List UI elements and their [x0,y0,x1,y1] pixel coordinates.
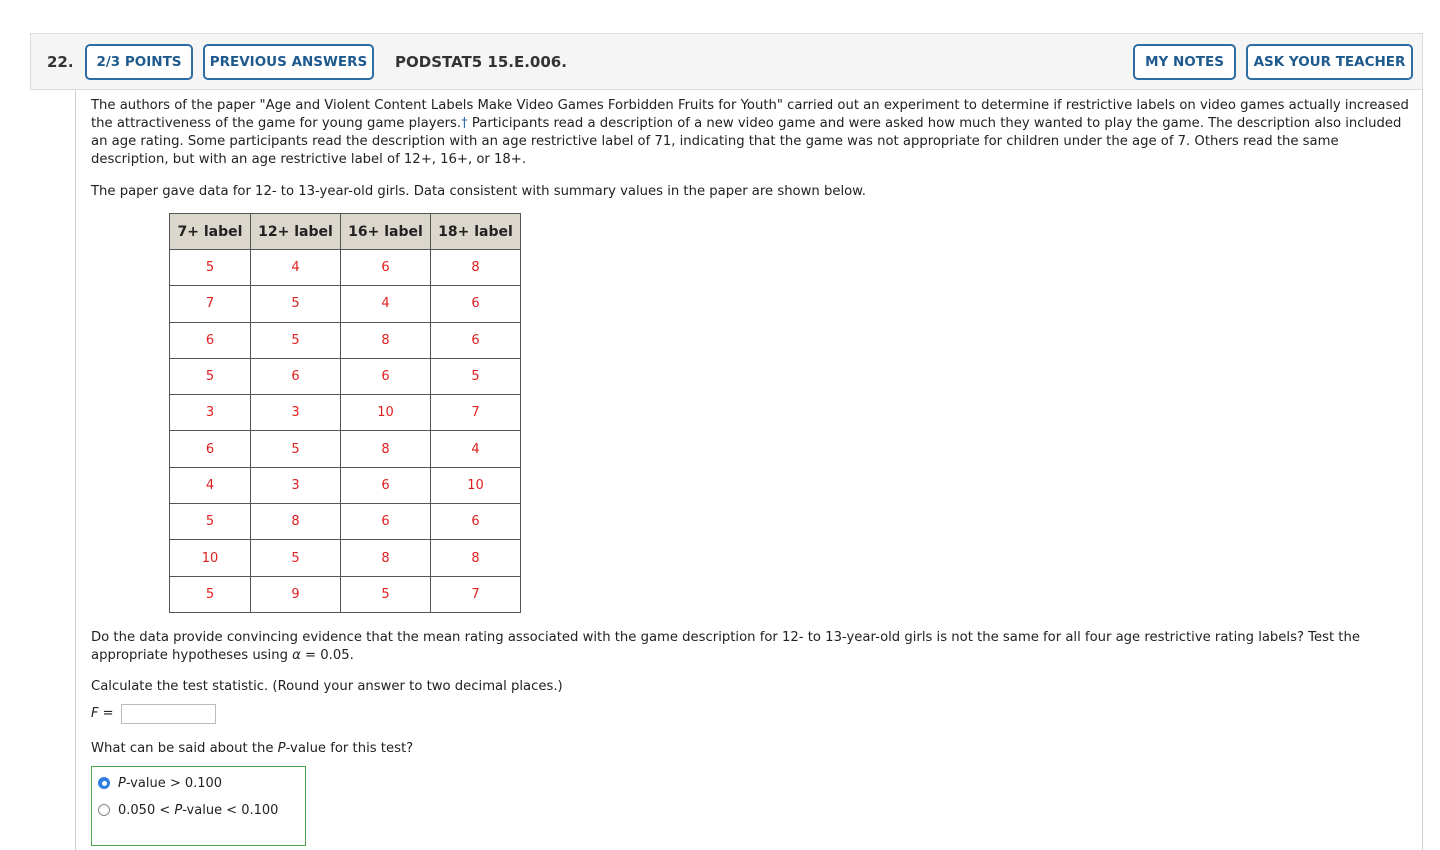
table-cell: 8 [251,504,341,540]
table-row [170,395,521,431]
radio-unselected-icon[interactable] [98,804,110,816]
table-cell: 6 [431,504,521,540]
question-number: 22. [47,53,74,71]
pvalue-options [91,766,306,846]
table-cell: 10 [170,540,251,576]
table-cell: 10 [431,467,521,503]
table-cell: 8 [341,431,431,467]
option-label: 0.050 < P-value < 0.100 [118,802,279,818]
table-cell: 5 [251,286,341,322]
data-note: The paper gave data for 12- to 13-year-old girls. Data consistent with summary values in the paper are shown below. [91,184,866,199]
column-header: 18+ label [431,214,521,250]
table-row [170,358,521,394]
table-cell: 6 [341,250,431,286]
table-cell: 8 [431,250,521,286]
intro-paragraph: The authors of the paper "Age and Violent Content Labels Make Video Games Forbidden Fruits for Youth" carried out an experiment to determine if restrictive labels on video games actually increased the attractiveness of the game for young game players.† Participants read a description of a new video game and were asked how much they wanted to play the game. The description also included an age rating. Some participants read the description with an age restrictive label of 71, indicating that the game was not appropriate for children under the age of 7. Others read the same description, but with an age restrictive label of 12+, 16+, or 18+. [91,98,1409,167]
hypothesis-question: Do the data provide convincing evidence that the mean rating associated with the game description for 12- to 13-year-old girls is not the same for all four age restrictive rating labels? Test the appropriate hypotheses using α = 0.05. [91,630,1360,663]
table-cell: 8 [431,540,521,576]
table-cell: 9 [251,576,341,612]
table-row [170,250,521,286]
table-row [170,322,521,358]
table-cell: 6 [431,286,521,322]
table-cell: 6 [251,358,341,394]
table-cell: 7 [431,576,521,612]
column-header: 12+ label [251,214,341,250]
table-cell: 10 [341,395,431,431]
table-cell: 6 [170,322,251,358]
table-cell: 5 [251,322,341,358]
table-cell: 3 [251,467,341,503]
table-cell: 6 [341,467,431,503]
question-body [75,90,1423,850]
table-cell: 3 [251,395,341,431]
table-cell: 4 [170,467,251,503]
table-cell: 6 [341,358,431,394]
table-cell: 5 [431,358,521,394]
table-cell: 8 [341,540,431,576]
table-cell: 5 [170,358,251,394]
table-cell: 4 [341,286,431,322]
column-header: 16+ label [341,214,431,250]
table-cell: 7 [431,395,521,431]
table-row [170,576,521,612]
table-cell: 5 [251,431,341,467]
table-cell: 6 [431,322,521,358]
column-header: 7+ label [170,214,251,250]
table-cell: 5 [170,504,251,540]
table-cell: 4 [431,431,521,467]
f-statistic-input[interactable] [121,704,216,724]
table-row [170,431,521,467]
table-cell: 6 [170,431,251,467]
ask-your-teacher-button[interactable]: ASK YOUR TEACHER [1246,44,1413,80]
table-cell: 7 [170,286,251,322]
table-cell: 5 [341,576,431,612]
table-row [170,286,521,322]
table-cell: 4 [251,250,341,286]
table-cell: 6 [341,504,431,540]
option-pvalue-between-0050-0100[interactable] [98,801,278,819]
my-notes-button[interactable]: MY NOTES [1133,44,1236,80]
f-label: F = [91,706,114,721]
table-cell: 5 [170,250,251,286]
table-row [170,540,521,576]
previous-answers-button[interactable]: PREVIOUS ANSWERS [203,44,374,80]
table-cell: 3 [170,395,251,431]
radio-selected-icon[interactable] [98,777,110,789]
alpha-symbol: α [292,648,301,663]
data-table [169,213,521,613]
option-pvalue-gt-0100[interactable] [98,774,222,792]
question-header [30,33,1423,90]
points-button[interactable]: 2/3 POINTS [85,44,193,80]
option-label: P-value > 0.100 [118,775,223,791]
table-cell: 8 [341,322,431,358]
footnote-link[interactable]: † [461,116,468,131]
table-row [170,504,521,540]
table-cell: 5 [170,576,251,612]
pvalue-question: What can be said about the P-value for this test? [91,741,414,756]
calc-instruction: Calculate the test statistic. (Round your answer to two decimal places.) [91,679,563,694]
table-cell: 5 [251,540,341,576]
problem-code: PODSTAT5 15.E.006. [395,53,567,71]
table-row [170,467,521,503]
